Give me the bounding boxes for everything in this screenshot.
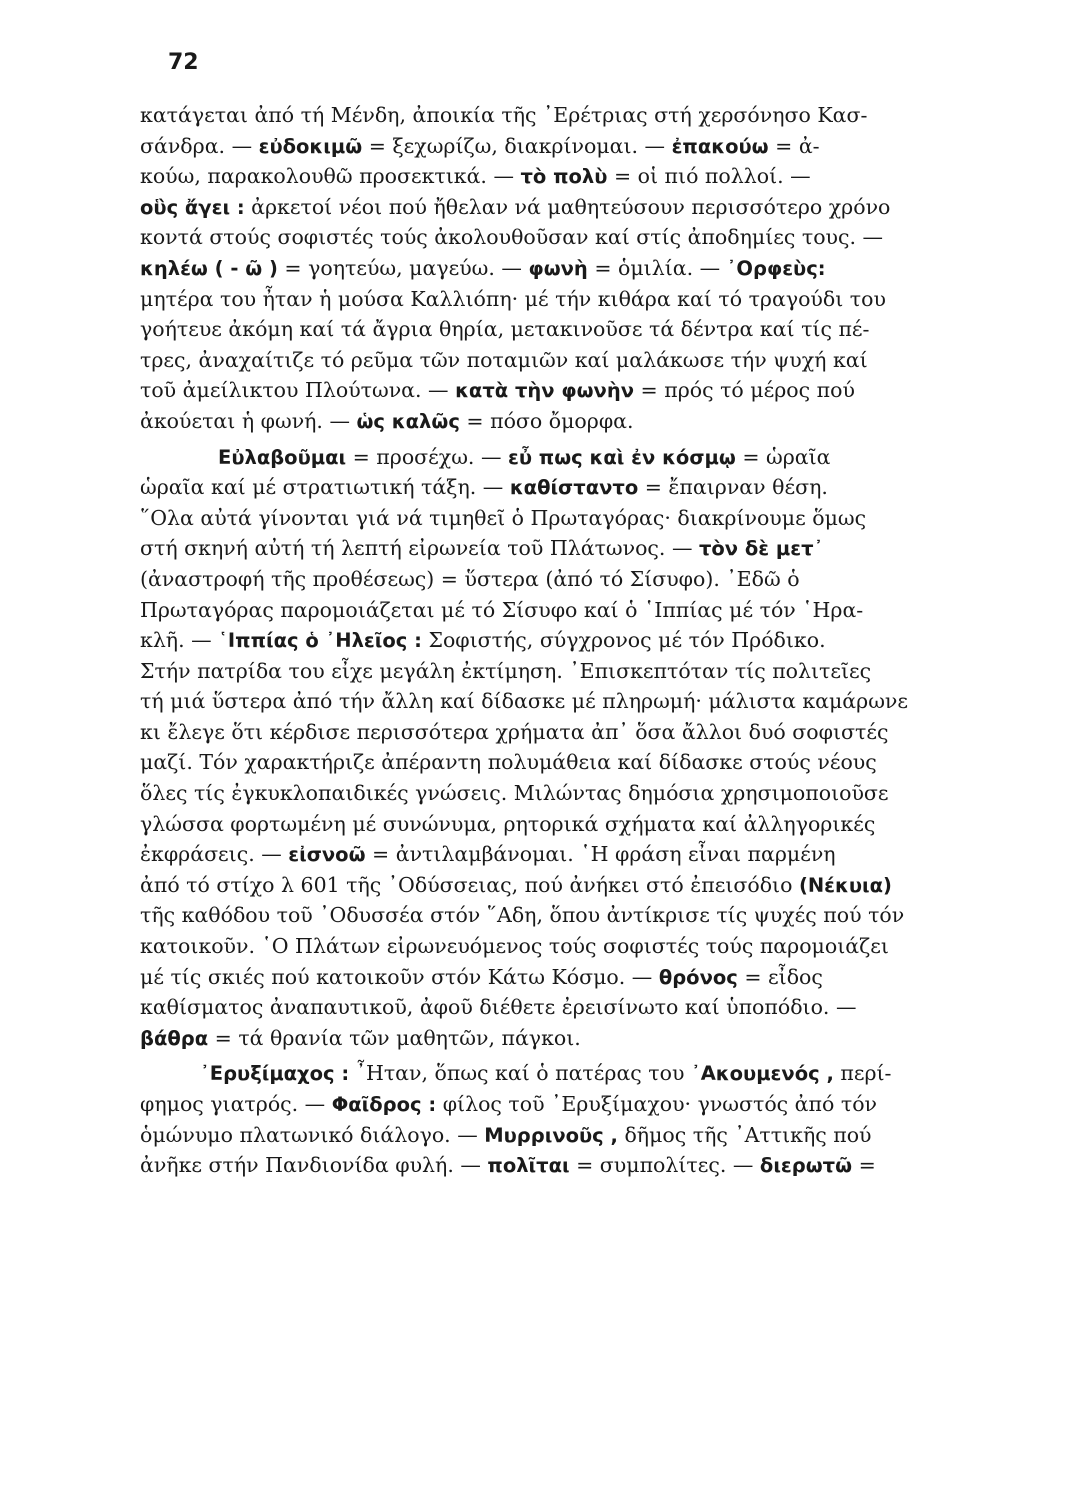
- lemma-term: ὡς καλῶς: [356, 409, 460, 433]
- text-line: [140, 656, 990, 687]
- gloss-text: στή σκηνή αὐτή τή λεπτή εἰρωνεία τοῦ Πλάτωνος. —: [140, 536, 699, 561]
- gloss-text: ἀρκετοί νέοι πού ἤθελαν νά μαθητεύσουν περισσότερο χρόνο: [244, 194, 891, 219]
- gloss-text: φίλος τοῦ ᾿Ερυξίμαχου· γνωστός ἀπό τόν: [436, 1092, 877, 1116]
- gloss-text: τρες, ἀναχαίτιζε τό ρεῦμα τῶν ποταμιῶν καί μαλάκωσε τήν ψυχή καί: [140, 347, 868, 372]
- gloss-text: ῞Ολα αὐτά γίνονται γιά νά τιμηθεῖ ὁ Πρωταγόρας· διακρίνουμε ὅμως: [140, 505, 867, 530]
- text-line: [140, 314, 990, 345]
- gloss-text: γλώσσα φορτωμένη μέ συνώνυμα, ρητορικά σχήματα καί ἀλληγορικές: [140, 811, 876, 836]
- text-line: [140, 131, 990, 162]
- lemma-term: βάθρα: [140, 1026, 209, 1050]
- gloss-text: = ἀντιλαμβάνομαι. ῾Η φράση εἶναι παρμένη: [365, 842, 836, 867]
- gloss-text: ἀνῆκε στήν Πανδιονίδα φυλή. —: [140, 1153, 488, 1178]
- lemma-term: ἐπακούω: [671, 134, 769, 158]
- text-line: [140, 222, 990, 253]
- text-line: [140, 503, 990, 534]
- gloss-text: = γοητεύω, μαγεύω. —: [277, 255, 529, 280]
- lemma-term: τὸ πολὺ: [520, 165, 608, 189]
- lemma-term: καθίσταντο: [509, 476, 639, 500]
- page-number: 72: [168, 50, 199, 75]
- gloss-text: ὁμώνυμο πλατωνικό διάλογο. —: [140, 1122, 485, 1147]
- lemma-term: κατὰ τὴν φωνὴν: [455, 379, 635, 403]
- gloss-text: = προσέχω. —: [346, 444, 508, 469]
- text-line: [140, 442, 990, 473]
- gloss-text: ὡραῖα καί μέ στρατιωτική τάξη. —: [140, 475, 510, 500]
- text-line: [140, 284, 990, 315]
- gloss-text: = ξεχωρίζω, διακρίνομαι. —: [362, 133, 672, 158]
- gloss-text: (ἀναστροφή τῆς προθέσεως) = ὕστερα (ἀπό τό Σίσυφο). ᾿Εδῶ ὁ: [140, 566, 800, 591]
- gloss-text: μητέρα του ἦταν ἡ μούσα Καλλιόπη· μέ τήν κιθάρα καί τό τραγούδι του: [140, 286, 886, 311]
- gloss-text: = εἶδος: [737, 964, 823, 989]
- gloss-text: κούω, παρακολουθῶ προσεκτικά. —: [140, 164, 521, 189]
- text-line: [140, 345, 990, 376]
- lemma-term: ᾿Ορφεὺς:: [726, 256, 826, 280]
- gloss-text: κλῆ. —: [140, 628, 219, 653]
- lemma-term: ᾿Ακουμενός ,: [690, 1062, 834, 1086]
- lemma-term: τὸν δὲ μετ᾿: [698, 537, 824, 561]
- gloss-text: = πόσο ὄμορφα.: [459, 408, 634, 433]
- lemma-term: θρόνος: [658, 965, 738, 989]
- gloss-text: ἐκφράσεις. —: [140, 842, 289, 867]
- gloss-text: = τά θρανία τῶν μαθητῶν, πάγκοι.: [208, 1025, 581, 1050]
- paragraph-eryximachos: [140, 1058, 990, 1180]
- text-line: [140, 1150, 990, 1181]
- text-line: [140, 253, 990, 284]
- gloss-text: ἀκούεται ἡ φωνή. —: [140, 408, 357, 433]
- gloss-text: =: [852, 1153, 876, 1178]
- paragraph-orpheus: [140, 100, 990, 437]
- gloss-text: φημος γιατρός. —: [140, 1092, 332, 1116]
- text-line: [140, 1089, 990, 1120]
- gloss-text: = ἔπαιρναν θέση.: [638, 475, 828, 500]
- lemma-term: (Νέκυια): [798, 873, 892, 897]
- text-line: [140, 717, 990, 748]
- gloss-text: ῏Ηταν, ὅπως καί ὁ πατέρας του: [349, 1061, 691, 1086]
- lemma-term: φωνὴ: [528, 256, 588, 280]
- text-line: [140, 900, 990, 931]
- body-text: [140, 100, 990, 1181]
- gloss-text: Σοφιστής, σύγχρονος μέ τόν Πρόδικο.: [421, 628, 826, 653]
- gloss-text: = ἀ-: [768, 133, 820, 158]
- text-line: [140, 962, 990, 993]
- gloss-text: σάνδρα. —: [140, 133, 259, 158]
- gloss-text: γοήτευε ἀκόμη καί τά ἄγρια θηρία, μετακινοῦσε τά δέντρα καί τίς πέ-: [140, 317, 870, 342]
- gloss-text: = ὡραῖα: [735, 444, 831, 469]
- lemma-term: Μυρρινοῦς ,: [484, 1123, 618, 1147]
- text-line: [140, 192, 990, 223]
- paragraph-eulaboumai: [140, 442, 990, 1054]
- gloss-text: μαζί. Τόν χαρακτήριζε ἀπέραντη πολυμάθεια καί δίδασκε στούς νέους: [140, 750, 877, 775]
- lemma-term: οὓς ἄγει :: [140, 195, 245, 219]
- text-line: [140, 1120, 990, 1151]
- text-line: [140, 992, 990, 1023]
- lemma-term: εὖ πως καὶ ἐν κόσμῳ: [507, 445, 736, 469]
- text-line: [140, 564, 990, 595]
- text-line: [140, 686, 990, 717]
- text-line: [140, 406, 990, 437]
- text-line: [140, 1023, 990, 1054]
- text-line: [140, 870, 990, 901]
- text-line: [140, 100, 990, 131]
- text-line: [140, 161, 990, 192]
- lemma-term: ῾Ιππίας ὁ ᾿Ηλεῖος :: [218, 629, 422, 653]
- gloss-text: = ὁμιλία. —: [587, 255, 727, 280]
- gloss-text: Στήν πατρίδα του εἶχε μεγάλη ἐκτίμηση. ᾿Επισκεπτόταν τίς πολιτεῖες: [140, 658, 872, 683]
- gloss-text: = συμπολίτες. —: [569, 1153, 760, 1178]
- lemma-term: Φαῖδρος :: [331, 1093, 437, 1116]
- text-line: [140, 809, 990, 840]
- gloss-text: κοντά στούς σοφιστές τούς ἀκολουθοῦσαν καί στίς ἀποδημίες τους. —: [140, 225, 884, 250]
- gloss-text: τῆς καθόδου τοῦ ᾿Οδυσσέα στόν ῞Αδη, ὅπου ἀντίκρισε τίς ψυχές πού τόν: [140, 903, 905, 928]
- text-line: [140, 747, 990, 778]
- text-line: [140, 533, 990, 564]
- gloss-text: δῆμος τῆς ᾿Αττικῆς πού: [617, 1122, 872, 1147]
- text-line: [140, 625, 990, 656]
- gloss-text: περί-: [833, 1061, 892, 1086]
- gloss-text: = οἱ πιό πολλοί. —: [607, 164, 811, 189]
- lemma-term: εἰσνοῶ: [288, 843, 366, 867]
- lemma-term: πολῖται: [487, 1154, 570, 1178]
- text-line: [140, 931, 990, 962]
- text-line: [140, 839, 990, 870]
- gloss-text: κατάγεται ἀπό τή Μένδη, ἀποικία τῆς ᾿Ερέτριας στή χερσόνησο Κασ-: [140, 103, 868, 127]
- gloss-text: τή μιά ὕστερα ἀπό τήν ἄλλη καί δίδασκε μέ πληρωμή· μάλιστα καμάρωνε: [140, 689, 908, 714]
- text-line: [140, 375, 990, 406]
- lemma-term: διερωτῶ: [759, 1154, 853, 1178]
- gloss-text: Πρωταγόρας παρομοιάζεται μέ τό Σίσυφο καί ὁ ῾Ιππίας μέ τόν ῾Ηρα-: [140, 597, 864, 622]
- text-line: [140, 1058, 990, 1089]
- gloss-text: τοῦ ἀμείλικτου Πλούτωνα. —: [140, 378, 456, 403]
- lemma-term: εὐδοκιμῶ: [258, 134, 363, 158]
- gloss-text: = πρός τό μέρος πού: [634, 378, 855, 403]
- lemma-term: ᾿Ερυξίμαχος :: [200, 1062, 350, 1086]
- text-line: [140, 595, 990, 626]
- lemma-term: κηλέω ( - ῶ ): [140, 256, 278, 280]
- gloss-text: κι ἔλεγε ὅτι κέρδισε περισσότερα χρήματα ἀπ᾿ ὅσα ἄλλοι δυό σοφιστές: [140, 719, 889, 744]
- gloss-text: κατοικοῦν. ῾Ο Πλάτων εἰρωνευόμενος τούς σοφιστές τούς παρομοιάζει: [140, 934, 889, 959]
- gloss-text: ἀπό τό στίχο λ 601 τῆς ᾿Οδύσσειας, πού ἀνήκει στό ἐπεισόδιο: [140, 872, 799, 897]
- gloss-text: μέ τίς σκιές πού κατοικοῦν στόν Κάτω Κόσμο. —: [140, 964, 659, 989]
- gloss-text: ὅλες τίς ἐγκυκλοπαιδικές γνώσεις. Μιλώντας δημόσια χρησιμοποιοῦσε: [140, 781, 889, 806]
- text-line: [140, 778, 990, 809]
- text-line: [140, 472, 990, 503]
- gloss-text: καθίσματος ἀναπαυτικοῦ, ἀφοῦ διέθετε ἐρεισίνωτο καί ὑποπόδιο. —: [140, 995, 857, 1020]
- lemma-term: Εὐλαβοῦμαι: [218, 445, 347, 469]
